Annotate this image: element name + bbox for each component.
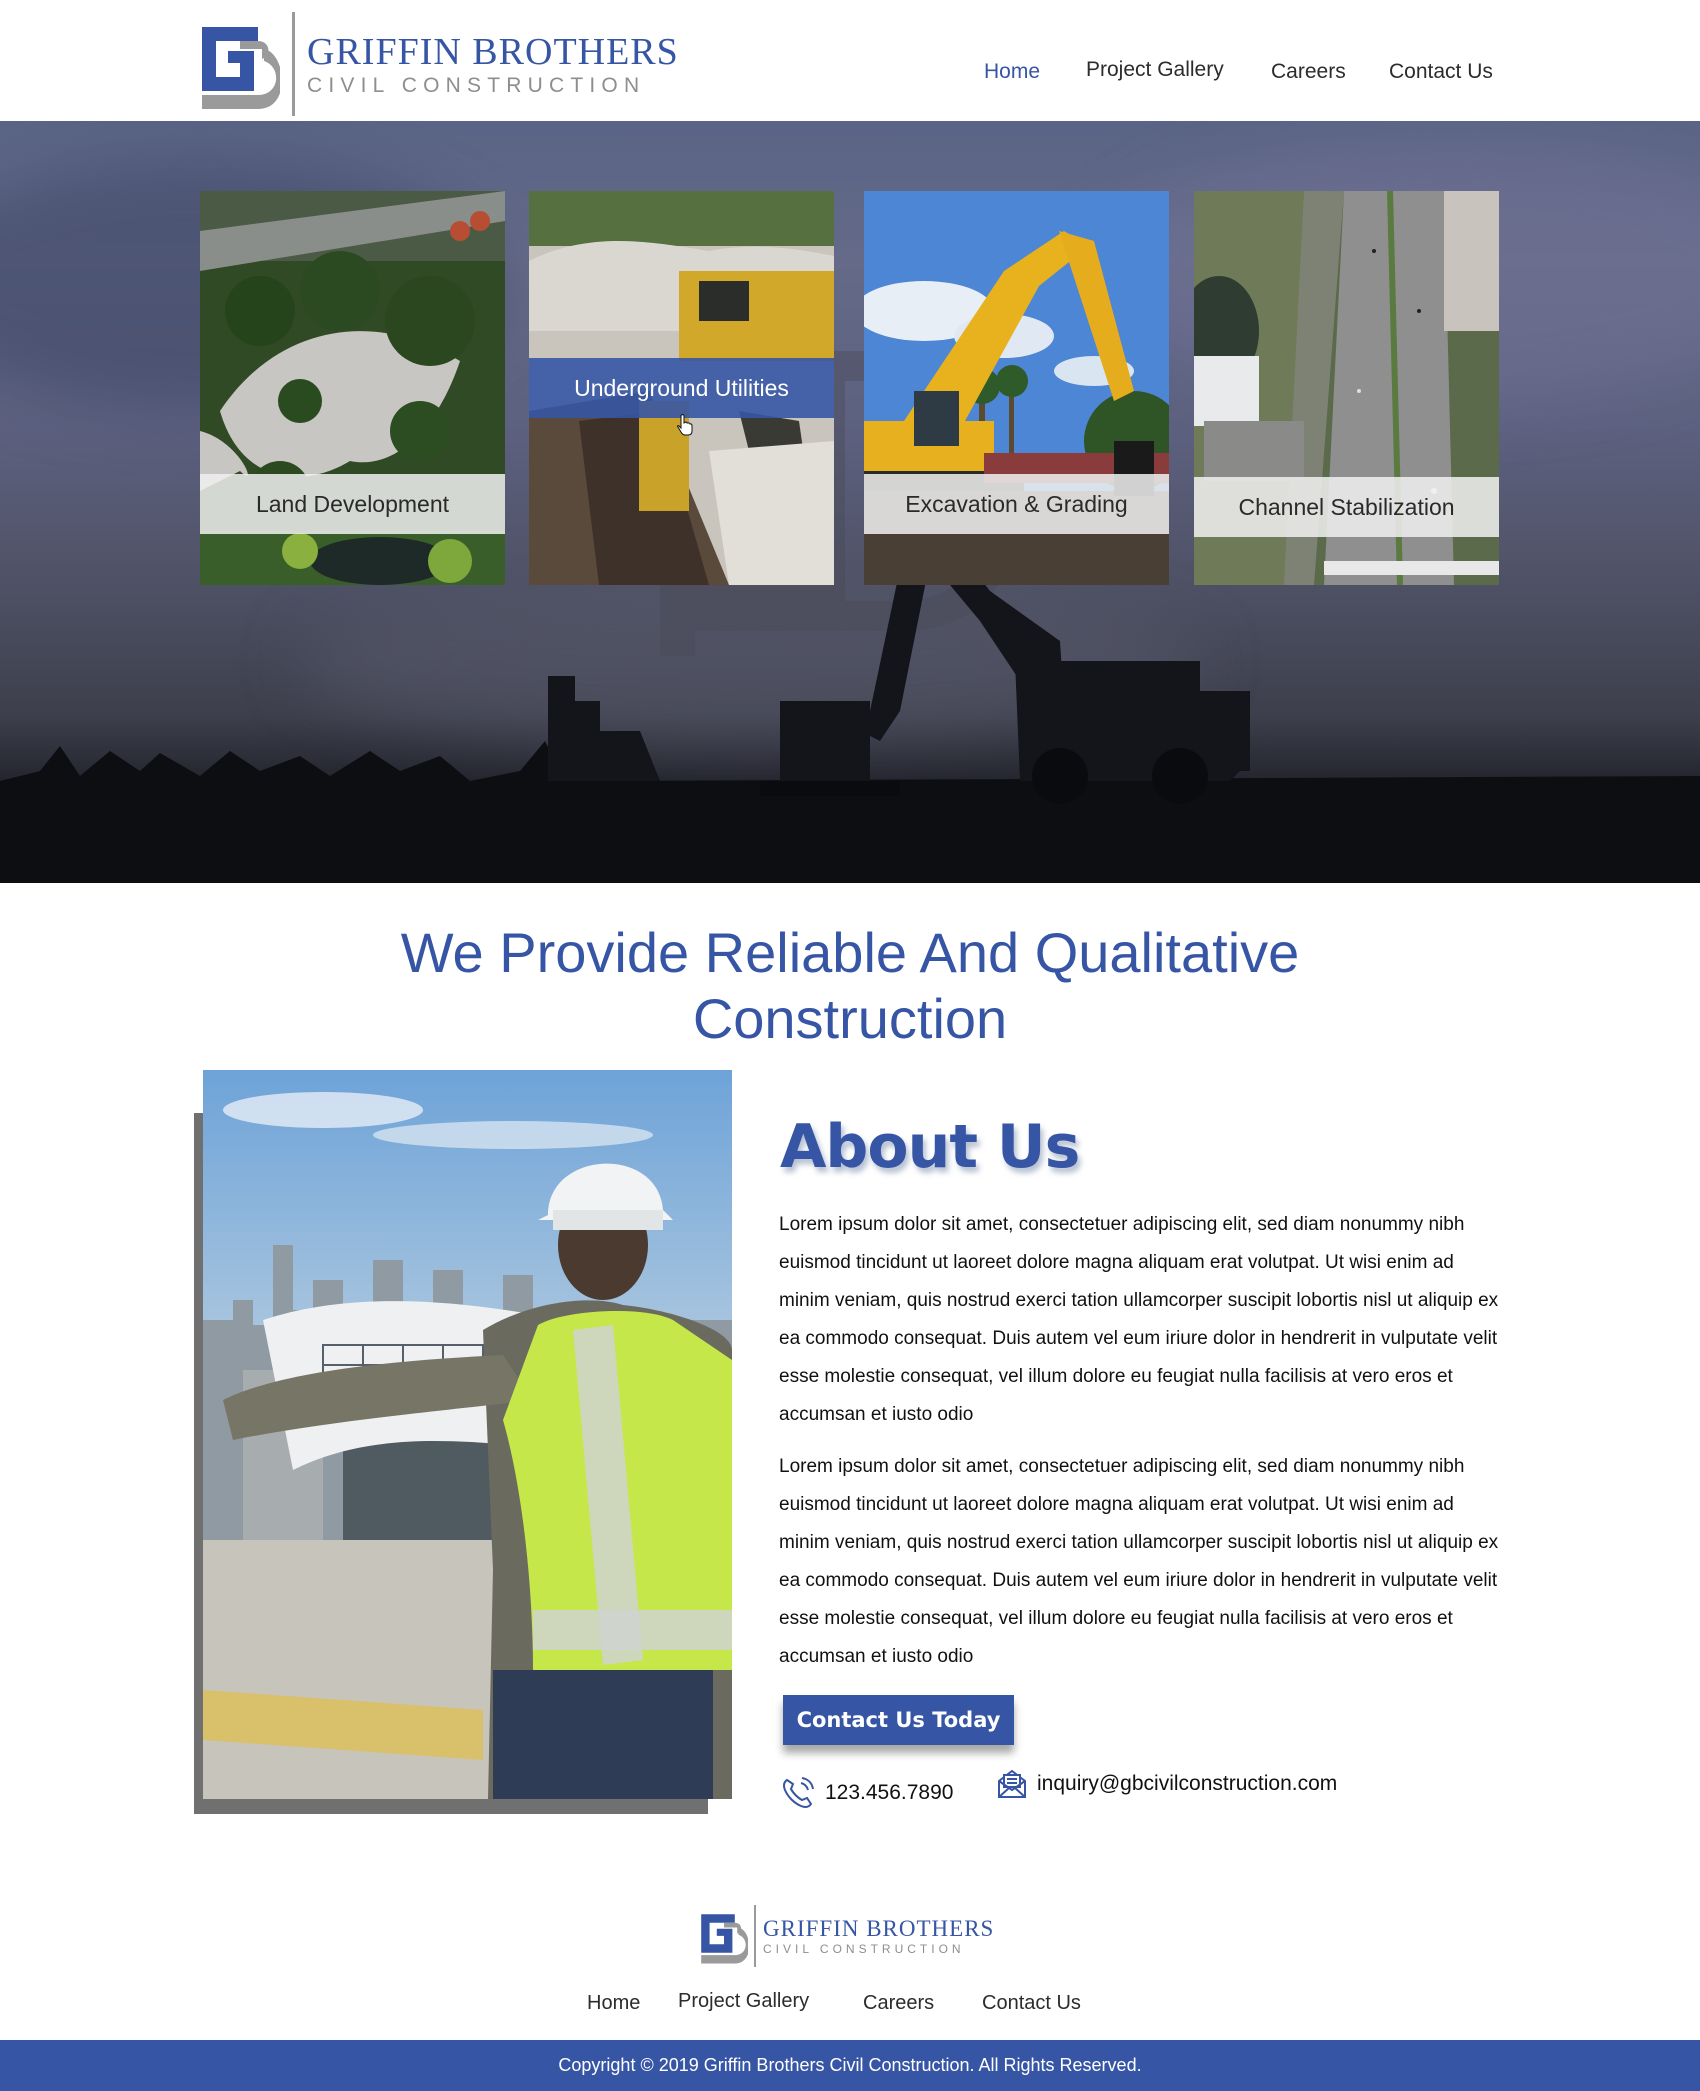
envelope-icon: [997, 1769, 1027, 1799]
footer-nav-careers[interactable]: Careers: [863, 1992, 935, 2014]
brand-subtitle: CIVIL CONSTRUCTION: [307, 73, 646, 97]
footer-nav-home[interactable]: Home: [587, 1992, 641, 2014]
gb-monogram-icon: [700, 1909, 748, 1964]
footer-brand-logo[interactable]: [700, 1905, 994, 1967]
service-card-land-development[interactable]: [200, 191, 505, 585]
page-tagline: [0, 920, 1700, 1052]
tagline-line-1: We Provide Reliable And Qualitative: [400, 921, 1300, 984]
contact-email[interactable]: [997, 1769, 1337, 1799]
footer-nav-project-gallery[interactable]: Project Gallery: [678, 1990, 810, 2012]
logo-divider: [754, 1905, 756, 1967]
copyright-bar: [0, 2040, 1700, 2091]
about-photo: [203, 1070, 732, 1799]
brand-subtitle: CIVIL CONSTRUCTION: [763, 1942, 965, 1956]
service-card-underground-utilities[interactable]: [529, 191, 834, 585]
card-label: Underground Utilities: [529, 358, 834, 418]
about-paragraph-1: Lorem ipsum dolor sit amet, consectetuer adipiscing elit, sed diam nonummy nibh euismod tincidunt ut laoreet dolore magna aliquam erat volutpat. Ut wisi enim ad minim veniam, quis nostrud exerci tation ullamcorper suscipit lobortis nisl ut aliquip ex ea commodo consequat. Duis autem vel eum iriure dolor in hendrerit in vulputate velit esse molestie consequat, vel illum dolore eu feugiat nulla facilisis at vero eros et accumsan et iusto odio: [779, 1214, 1499, 1425]
brand-name: GRIFFIN BROTHERS: [307, 30, 679, 73]
nav-contact-us[interactable]: Contact Us: [1389, 60, 1493, 83]
contact-phone[interactable]: [781, 1776, 953, 1810]
card-label: Channel Stabilization: [1194, 477, 1499, 537]
pointer-hand-cursor-icon: [677, 414, 693, 436]
card-label: Excavation & Grading: [864, 474, 1169, 534]
contact-us-today-button[interactable]: Contact Us Today: [783, 1695, 1014, 1745]
footer-nav-contact-us[interactable]: Contact Us: [982, 1992, 1081, 2014]
service-card-excavation-grading[interactable]: [864, 191, 1169, 585]
copyright-text: Copyright © 2019 Griffin Brothers Civil Construction. All Rights Reserved.: [558, 2055, 1142, 2075]
gb-monogram-icon: [200, 19, 280, 109]
tagline-line-2: Construction: [692, 987, 1008, 1050]
logo-divider: [292, 12, 295, 116]
nav-project-gallery[interactable]: Project Gallery: [1086, 58, 1224, 81]
service-card-channel-stabilization[interactable]: [1194, 191, 1499, 585]
brand-logo[interactable]: [200, 12, 679, 116]
email-address: inquiry@gbcivilconstruction.com: [1037, 1772, 1338, 1795]
brand-name: GRIFFIN BROTHERS: [763, 1916, 995, 1941]
engineer-with-blueprint-photo: [203, 1070, 732, 1799]
construction-silhouette: [0, 581, 1700, 883]
phone-icon: [781, 1776, 815, 1810]
phone-number: 123.456.7890: [825, 1781, 954, 1804]
service-cards: [0, 191, 1700, 585]
nav-home[interactable]: Home: [984, 60, 1041, 83]
about-paragraph-2: Lorem ipsum dolor sit amet, consectetuer adipiscing elit, sed diam nonummy nibh euismod tincidunt ut laoreet dolore magna aliquam erat volutpat. Ut wisi enim ad minim veniam, quis nostrud exerci tation ullamcorper suscipit lobortis nisl ut aliquip ex ea commodo consequat. Duis autem vel eum iriure dolor in hendrerit in vulputate velit esse molestie consequat, vel illum dolore eu feugiat nulla facilisis at vero eros et accumsan et iusto odio: [779, 1456, 1499, 1667]
about-title: About Us: [780, 1112, 1080, 1182]
nav-careers[interactable]: Careers: [1271, 60, 1346, 83]
card-label: Land Development: [200, 474, 505, 534]
hero-banner: [0, 121, 1700, 883]
site-header: [0, 0, 1700, 121]
